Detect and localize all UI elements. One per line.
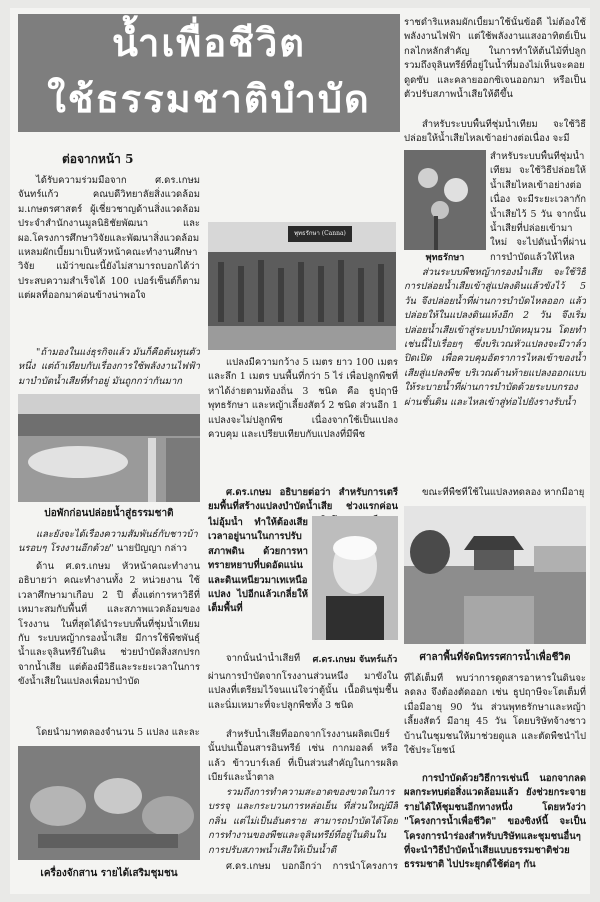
col2-para5: สำหรับน้ำเสียที่ออกจากโรงงานผลิตเบียร์นั้นปนเปื้อนสารอินทรีย์ เช่น กากมอลต์ หรือแล้ว ข้าวบาร์เลย์ ที่เป็นส่วนสำคัญในการผลิตเบียร์และน้ำตาล bbox=[208, 729, 398, 784]
canna-flowers-image bbox=[404, 150, 486, 250]
col1-para4: โดยนำมาทดลองจำนวน 5 แปลง และละ bbox=[36, 727, 200, 738]
col2-para2 bbox=[208, 516, 308, 648]
col3-para2-top bbox=[404, 118, 586, 148]
portrait-image bbox=[312, 516, 398, 640]
col1-para1: ได้รับความร่วมมือจาก ศ.ดร.เกษม จันทร์แก้ว คณบดีวิทยาลัยสิ่งแวดล้อม ม.เกษตรศาสตร์ ผู้เชี่ยวชาญด้านสิ่งแวดล้อมประจำสำนักงานมูลนิธิชัยพัฒนา และ ผอ.โครงการศึกษาวิจัยและพัฒนาสิ่งแวดล้อมแหลมผักเบี้ยมาเป็นหัวหน้าคณะทำงานศึกษาวิจัย แม้ว่าขณะนี้ยังไม่สามารถบอกได้ว่าประสบความสำเร็จได้ 100 เปอร์เซ็นต์ก็ตาม แต่ผลที่ออกมาค่อนข้างน่าพอใจ bbox=[18, 175, 200, 302]
col1-para2-rest: นายปัญญา กล่าว bbox=[113, 543, 187, 555]
headline-line2: ใช้ธรรมชาติบำบัด bbox=[47, 77, 371, 121]
canna-plot-image bbox=[208, 222, 396, 350]
headline-line1: น้ำเพื่อชีวิต bbox=[112, 21, 306, 65]
col3-para1: ราชดำริแหลมผักเบี้ยมาใช้นั้นข้อดี ไม่ต้องใช้พลังงานไฟฟ้า แต่ใช้พลังงานแสงอาทิตย์เป็นกลไกหลักสำคัญ ในการทำให้ต้นไม้ที่ปลูก รวมถึงจุลินทรีย์ที่อยู่ในน้ำที่มองไม่เห็นจะคอยดูดซับ และคลายออกซิเจนออกมา หรือเป็นตัวปรับสภาพน้ำเสียให้ดีขึ้น bbox=[404, 17, 586, 101]
caption-pavilion: ศาลาพื้นที่จัดนิทรรศการน้ำเพื่อชีวิต bbox=[419, 652, 571, 663]
col1-para2-quote: และยังจะได้เรื่องความสัมพันธ์กับชาวบ้านรอบๆ โรงงานอีกด้วย" bbox=[18, 529, 198, 555]
label-canna: พุทธรักษา bbox=[425, 253, 465, 263]
col2-para6: รวมถึงการทำความสะอาดของขวดในการบรรจุ และกระบวนการหล่อเย็น ที่ส่วนใหญ่มีสี กลิ่น แต่ไม่เป็นอันตราย สามารถบำบัดได้โดยการทำงานของพืชและจุลินทรีย์ที่อยู่ในดินในการปรับสภาพน้ำเสียให้เป็นน้ำดี bbox=[208, 787, 398, 856]
col3-para2: สำหรับระบบพื้นที่ชุ่มน้ำเทียม จะใช้วิธีปล่อยให้น้ำเสียไหลเข้าอย่างต่อเนื่อง จะมีระยะเวลากักน้ำเสียไว้ 5 วัน จากนั้นน้ำเสียที่ปล่อยเข้ามาใหม่ จะไปดันน้ำที่ผ่านการบำบัดแล้วให้ไหล bbox=[490, 151, 586, 263]
photo-portrait bbox=[312, 516, 398, 640]
photo-holding-pond bbox=[18, 394, 200, 502]
photo-canna-flowers bbox=[404, 150, 486, 250]
col2-para2-top: ศ.ดร.เกษม อธิบายต่อว่า สำหรับการเตรียมพื้นที่สร้างแปลงบำบัดน้ำเสีย ช่วงแรกค่อน bbox=[208, 487, 398, 513]
headline-banner bbox=[18, 14, 400, 132]
col2-para3: จากนั้นนำน้ำเสียที่ bbox=[226, 653, 301, 664]
col3-para6: การบำบัดด้วยวิธีการเช่นนี้ นอกจากลดผลกระทบต่อสิ่งแวดล้อมแล้ว ยังช่วยกระจายรายได้ให้ชุมชนอีกทางหนึ่ง โดยหวังว่า "โครงการน้ำเพื่อชีวิต" ของซิงห์นี้ จะเป็นโครงการนำร่องสำหรับบริษัทและชุมชนอื่นๆ ที่จะนำวิธีบำบัดน้ำเสียแบบธรรมชาติช่วยธรรมชาติ ไปประยุกต์ใช้ต่อๆ กัน bbox=[404, 773, 586, 871]
col3-para5: ที่ได้เต็มที่ พบว่าการดูดสารอาหารในดินจะลดลง จึงต้องตัดออก เช่น ธูปฤาษีจะโตเต็มที่ เมื่อมีอายุ 90 วัน ส่วนพุทธรักษาและหญ้าเลี้ยงสัตว์ มีอายุ 45 วัน โดยบริษัทจ้างชาวบ้านในชุมชนให้มาช่วยดูแล และตัดพืชนำไปใช้ประโยชน์ bbox=[404, 673, 586, 757]
caption-portrait: ศ.ดร.เกษม จันทร์แก้ว bbox=[312, 655, 398, 665]
basketry-image bbox=[18, 746, 200, 860]
caption-basketry: เครื่องจักสาน รายได้เสริมชุมชน bbox=[40, 868, 178, 879]
caption-holding-pond: บ่อพักก่อนปล่อยน้ำสู่ธรรมชาติ bbox=[44, 508, 174, 519]
col3-para4: ขณะที่พืชที่ใช้ในแปลงทดลอง หากมีอายุ bbox=[422, 487, 585, 498]
photo-pavilion bbox=[404, 506, 586, 644]
col3-para3: ส่วนระบบพืชหญ้ากรองน้ำเสีย จะใช้วิธีการปล่อยน้ำเสียเข้าสู่แปลงดินแล้วขังไว้ 5 วัน จึงปล่อยน้ำที่ผ่านการบำบัดไหลออก แล้วปล่อยให้ในแปลงดินแห้งอีก 2 วัน จึงเริ่มปล่อยน้ำเสียเข้าสู่ระบบบำบัดหมุนวน โดยทำเช่นนี้ไปเรื่อยๆ ซึ่งบริเวณหัวแปลงจะมีวาล์วปิดเปิด เพื่อควบคุมอัตราการไหลเข้าของน้ำเสียสู่แปลงพืช บริเวณด้านท้ายแปลงออกแบบให้ระบายน้ำที่ผ่านการบำบัดด้วยระบบกรองผ่านชั้นดิน และไหลเข้าสู่ท่อไปยังรางรับน้ำ bbox=[404, 267, 586, 408]
col2-para1: แปลงมีความกว้าง 5 เมตร ยาว 100 เมตร และลึก 1 เมตร บนพื้นที่กว่า 5 ไร่ เพื่อปลูกพืชที่หาได้ง่ายตามท้องถิ่น 3 ชนิด คือ ธูปฤาษี พุทธรักษา และหญ้าเลี้ยงสัตว์ 2 ชนิด ส่วนอีก 1 แปลงจะไม่ปลูกพืช เนื่องจากใช้เป็นแปลงควบคุม และเปรียบเทียบกับแปลงที่มีพืช bbox=[208, 357, 398, 441]
col1-quote: "ถ้ามองในแง่ธุรกิจแล้ว มันก็คือต้นทุนตัวหนึ่ง แต่ถ้าเทียบกับเรื่องการใช้พลังงานไฟฟ้ามาบำบัดน้ำเสียที่ทำอยู่ มันถูกกว่ากันมาก bbox=[18, 347, 200, 387]
col2-para4: ผ่านการบำบัดจากโรงงานส่วนหนึ่ง มาขังในแปลงที่เตรียมไว้จนแน่ใจว่าตู้นั้น เนื้อดินชุ่มชื้นและนิ่มเหมาะที่จะปลูกพืชทั้ง 3 ชนิด bbox=[208, 671, 398, 711]
holding-pond-image bbox=[18, 394, 200, 502]
canna-sign: พุทธรักษา (Canna) bbox=[294, 230, 346, 237]
continued-from: ต่อจากหน้า 5 bbox=[62, 152, 134, 166]
col2-para2-cont: ไม่อุ้มน้ำ ทำให้ต้องเสียเวลาอยู่นานในการปรับสภาพดิน ด้วยการหาทรายหยาบที่บดอัดแน่นและดินเหนียวมาเทเหนือแปลง ไปอีกแล้วเกลี่ยให้เต็มพื้นที่ bbox=[208, 517, 308, 615]
photo-canna-plot bbox=[208, 222, 396, 350]
col2-para7: ศ.ดร.เกษม บอกอีกว่า การนำโครงการ bbox=[226, 861, 398, 872]
col1-para2 bbox=[18, 528, 200, 558]
photo-basketry bbox=[18, 746, 200, 860]
pavilion-image bbox=[404, 506, 586, 644]
col3-para2-start: สำหรับระบบพื้นที่ชุ่มน้ำเทียม จะใช้วิธีปล่อยให้น้ำเสียไหลเข้าอย่างต่อเนื่อง จะมี bbox=[404, 119, 586, 145]
newspaper-page bbox=[10, 8, 590, 894]
col1-para3: ด้าน ศ.ดร.เกษม หัวหน้าคณะทำงานอธิบายว่า คณะทำงานทั้ง 2 หน่วยงาน ใช้เวลาศึกษามาเกือบ 2 ปี ตั้งแต่การหาวิธีที่เหมาะสมกับพื้นที่ และสภาพแวดล้อมของโรงงาน ในที่สุดได้นำระบบพื้นที่ชุ่มน้ำเทียม กับ ระบบหญ้ากรองน้ำเสีย มีการใช้พืชพันธุ์น้ำและจุลินทรีย์ในดิน ช่วยบำบัดสิ่งสกปรกจากน้ำเสีย แต่ต้องมีวิธีและระยะเวลาในการขังน้ำเสียในแปลงเพื่อมาบำบัด bbox=[18, 561, 200, 688]
